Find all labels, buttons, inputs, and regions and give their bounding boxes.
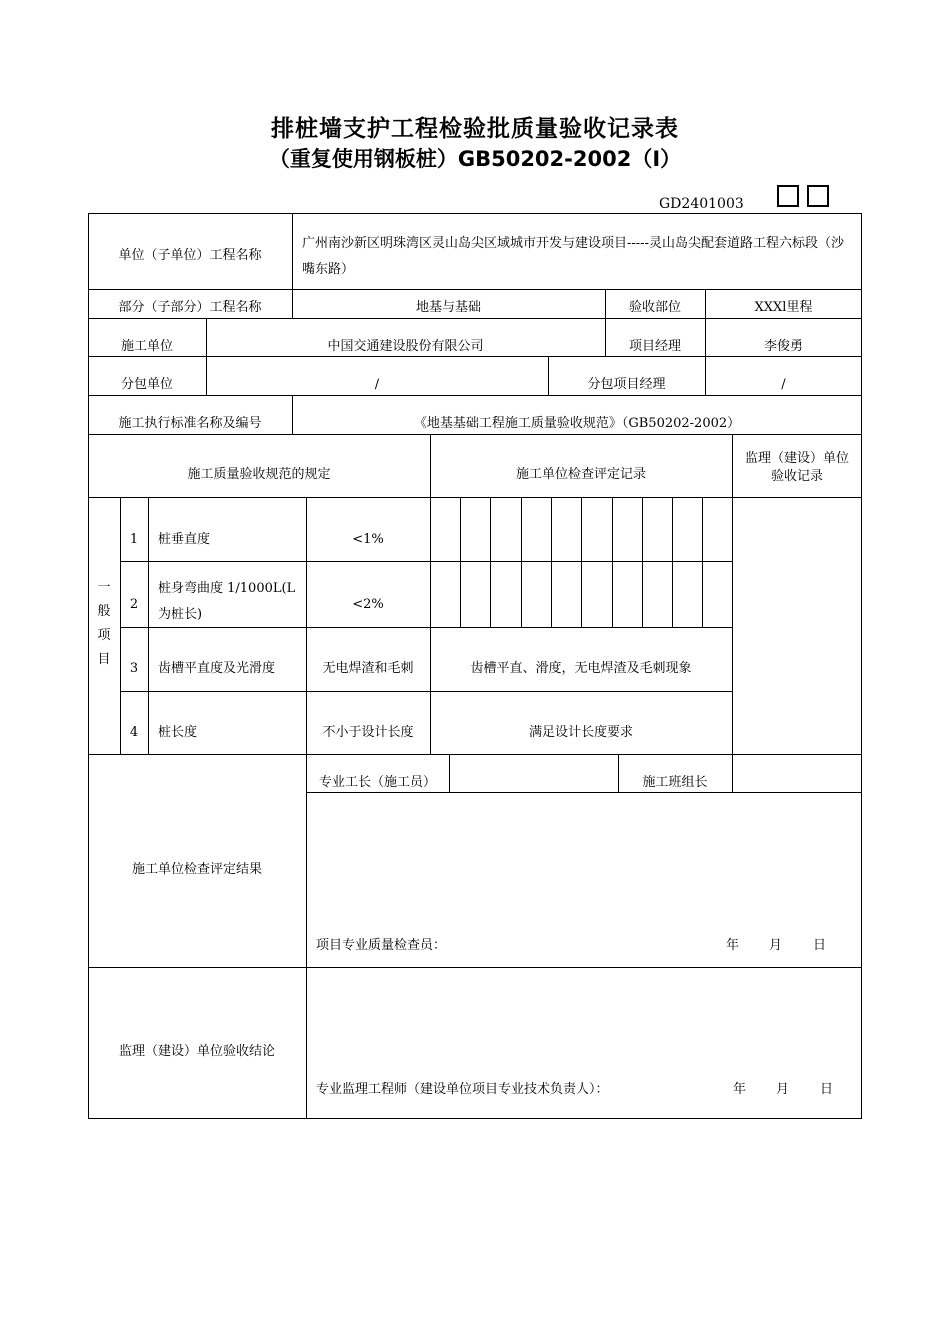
standard-value: 《地基基础工程施工质量验收规范》（GB50202-2002） [413, 416, 741, 431]
sub-manager-label: 分包项目经理 [587, 377, 666, 392]
supervision-month: 月 [776, 1082, 790, 1097]
subcontractor-value: / [374, 377, 380, 392]
item-name: 桩垂直度 [158, 532, 211, 547]
result-section-label: 施工单位检查评定结果 [131, 862, 262, 877]
item-limit: <2% [352, 597, 384, 612]
item-limit: 无电焊渣和毛刺 [322, 661, 414, 676]
item-no: 1 [129, 532, 139, 547]
sub-project-value: 地基与基础 [415, 300, 481, 315]
check-record-column-header: 施工单位检查评定记录 [515, 467, 646, 482]
form-title: 排桩墙支护工程检验批质量验收记录表 [271, 116, 679, 142]
item-name: 齿槽平直度及光滑度 [158, 661, 276, 676]
construction-unit-value: 中国交通建设股份有限公司 [327, 339, 484, 354]
item-limit: 不小于设计长度 [322, 725, 414, 740]
project-manager-value: 李俊勇 [763, 339, 803, 354]
supervision-day: 日 [820, 1082, 834, 1097]
item-no: 3 [129, 661, 139, 676]
form-code: GD2401003 [659, 196, 744, 212]
item-no: 4 [129, 725, 139, 740]
supervision-record-column-header: 监理（建设）单位验收记录 [744, 451, 849, 484]
foreman-label: 专业工长（施工员） [318, 775, 436, 790]
sub-project-label: 部分（子部分）工程名称 [118, 300, 262, 315]
result-month: 月 [769, 938, 783, 953]
general-items-label: 一 般 项 目 [97, 580, 111, 667]
inspector-label: 项目专业质量检查员： [316, 938, 447, 953]
item-name: 桩长度 [158, 725, 198, 740]
item-no: 2 [129, 597, 139, 612]
item-record: 满足设计长度要求 [528, 725, 633, 740]
team-leader-label: 施工班组长 [642, 775, 708, 790]
supervision-section-label: 监理（建设）单位验收结论 [118, 1044, 275, 1059]
code-checkbox-2[interactable] [807, 185, 829, 207]
project-manager-label: 项目经理 [628, 339, 681, 354]
unit-project-label: 单位（子单位）工程名称 [118, 248, 262, 263]
unit-project-value: 广州南沙新区明珠湾区灵山岛尖区域城市开发与建设项目-----灵山岛尖配套道路工程六标段（沙嘴东路） [302, 236, 844, 277]
item-name: 桩身弯曲度 1/1000L(L为桩长) [158, 581, 296, 622]
subcontractor-label: 分包单位 [120, 377, 173, 392]
code-checkbox-1[interactable] [777, 185, 799, 207]
item-record: 齿槽平直、滑度，无电焊渣及毛刺现象 [470, 661, 692, 676]
supervision-engineer-label: 专业监理工程师（建设单位项目专业技术负责人）： [316, 1082, 609, 1097]
sub-manager-value: / [781, 377, 786, 392]
result-year: 年 [726, 938, 740, 953]
spec-column-header: 施工质量验收规范的规定 [187, 467, 331, 482]
standard-label: 施工执行标准名称及编号 [118, 416, 262, 431]
result-day: 日 [813, 938, 827, 953]
item-limit: <1% [352, 532, 384, 547]
accept-part-label: 验收部位 [628, 300, 681, 315]
form-subtitle: （重复使用钢板桩）GB50202-2002（Ⅰ） [268, 147, 682, 171]
accept-part-value: XXXl里程 [754, 300, 813, 315]
supervision-year: 年 [733, 1082, 747, 1097]
construction-unit-label: 施工单位 [120, 339, 173, 354]
